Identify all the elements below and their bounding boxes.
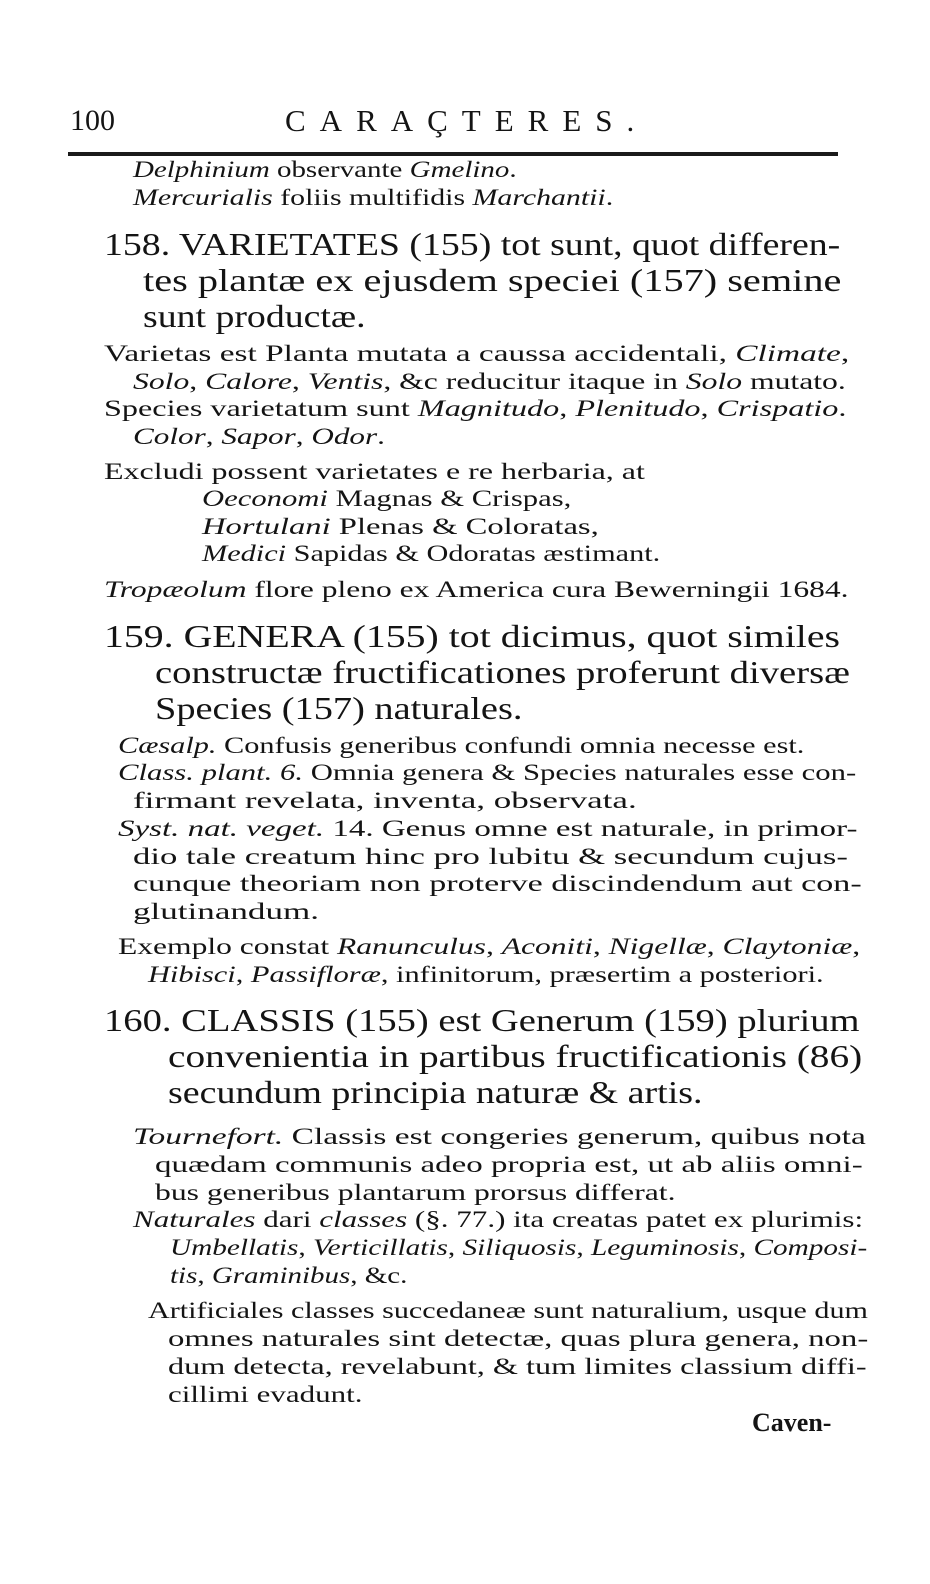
text-line	[133, 186, 613, 209]
text-run: Omnia genera & Species naturales esse con-	[303, 760, 857, 785]
text-run: ,	[485, 934, 502, 959]
italic-run: Crispatio	[716, 396, 839, 421]
italic-run: Ventis	[307, 369, 384, 394]
text-line	[155, 656, 850, 688]
text-run: constructæ fructificationes proferunt diversæ	[155, 654, 850, 690]
text-run: ,	[235, 962, 251, 987]
text-run: secundum principia naturæ & artis.	[168, 1074, 703, 1110]
text-run: convenientia in partibus fructificationis (86)	[168, 1038, 863, 1074]
text-run: dio tale creatum hinc pro lubitu & secundum cujus-	[133, 844, 848, 869]
text-line	[133, 370, 846, 393]
italic-run: Sapor	[221, 424, 296, 449]
italic-run: Ranunculus	[337, 934, 486, 959]
italic-run: Leguminosis	[590, 1235, 739, 1260]
text-run: ,	[189, 369, 206, 394]
italic-run: Calore	[205, 369, 292, 394]
italic-run: Mercurialis	[133, 185, 273, 210]
italic-run: Medici	[202, 541, 287, 566]
text-run: , &c.	[350, 1263, 408, 1288]
text-run: .	[605, 185, 614, 210]
text-run: ,	[700, 396, 717, 421]
text-run: Magnas & Crispas,	[327, 486, 572, 511]
text-run: firmant revelata, inventa, observata.	[133, 788, 637, 813]
text-run: observante	[269, 157, 410, 182]
text-line	[168, 1076, 703, 1108]
italic-run: Marchantii	[472, 185, 606, 210]
italic-run: Tropæolum	[104, 577, 247, 602]
text-line	[133, 872, 862, 895]
italic-run: Solo	[133, 369, 190, 394]
text-line	[148, 1299, 868, 1322]
italic-run: Color	[133, 424, 206, 449]
italic-run: Passifloræ	[250, 962, 381, 987]
italic-run: Odor	[311, 424, 378, 449]
text-line	[104, 460, 645, 483]
italic-run: Oeconomi	[202, 486, 328, 511]
italic-run: Cæsalp.	[118, 733, 217, 758]
text-run: .	[377, 424, 385, 449]
text-line	[133, 425, 385, 448]
text-run: glutinandum.	[133, 899, 320, 924]
italic-run: Gmelino	[409, 157, 510, 182]
text-run: bus generibus plantarum prorsus differat.	[155, 1180, 676, 1205]
text-run: ,	[298, 1235, 314, 1260]
text-run: , &c reducitur itaque in	[383, 369, 686, 394]
text-line	[133, 845, 848, 868]
text-run: ,	[559, 396, 576, 421]
text-run: ,	[291, 369, 308, 394]
italic-run: Solo	[685, 369, 743, 394]
italic-run: Hibisci	[148, 962, 236, 987]
text-run: ,	[852, 934, 861, 959]
text-run: tes plantæ ex ejusdem speciei (157) semine	[143, 262, 842, 298]
text-run: (§. 77.) ita creatas patet ex plurimis:	[407, 1207, 864, 1232]
text-run: , infinitorum, præsertim a posteriori.	[380, 962, 824, 987]
text-run: ,	[592, 934, 609, 959]
text-run: ,	[447, 1235, 463, 1260]
text-run: foliis multifidis	[272, 185, 473, 210]
text-run: dari	[255, 1207, 320, 1232]
text-line	[118, 935, 860, 958]
italic-run: tis	[170, 1263, 198, 1288]
italic-run: Aconiti	[501, 934, 593, 959]
italic-run: Graminibus	[211, 1263, 351, 1288]
italic-run: Composi-	[753, 1235, 868, 1260]
text-run: Exemplo constat	[118, 934, 338, 959]
text-run: ,	[197, 1263, 212, 1288]
text-line	[168, 1327, 868, 1350]
text-run: Sapidas & Odoratas æstimant.	[286, 541, 661, 566]
italic-run: Syst. nat. veget.	[118, 816, 325, 841]
text-line	[202, 515, 599, 538]
text-run: cillimi evadunt.	[168, 1382, 363, 1407]
text-line	[133, 1125, 866, 1148]
text-line	[143, 264, 841, 296]
text-run: Artificiales classes succedaneæ sunt naturalium, usque dum	[148, 1298, 868, 1323]
text-run: omnes naturales sint detectæ, quas plura genera, non-	[168, 1326, 869, 1351]
italic-run: Hortulani	[202, 514, 331, 539]
text-line	[104, 228, 840, 260]
italic-run: Naturales	[133, 1207, 256, 1232]
text-run: 160. CLASSIS (155) est Generum (159) plurium	[104, 1002, 860, 1038]
text-run: Plenas & Coloratas,	[330, 514, 599, 539]
text-run: dum detecta, revelabunt, & tum limites classium diffi-	[168, 1354, 867, 1379]
text-line	[104, 1004, 860, 1036]
italic-run: Umbellatis	[170, 1235, 299, 1260]
text-line	[133, 900, 319, 923]
text-line	[118, 761, 856, 784]
text-run: 159. GENERA (155) tot dicimus, quot similes	[104, 618, 840, 654]
text-run: .	[838, 396, 847, 421]
text-line	[133, 789, 637, 812]
italic-run: classes	[319, 1207, 408, 1232]
text-run: sunt productæ.	[143, 298, 366, 334]
text-line	[155, 1181, 675, 1204]
text-run: Confusis generibus confundi omnia necesse est.	[216, 733, 805, 758]
text-run: ,	[295, 424, 312, 449]
text-line	[202, 542, 660, 565]
text-line	[170, 1264, 407, 1287]
italic-run: Tournefort.	[133, 1124, 284, 1149]
text-line	[133, 1208, 863, 1231]
italic-run: Class. plant. 6.	[118, 760, 304, 785]
text-run: ,	[205, 424, 222, 449]
text-line	[155, 1153, 863, 1176]
text-line	[202, 487, 571, 510]
text-run: Classis est congeries generum, quibus nota	[283, 1124, 866, 1149]
header-rule	[68, 152, 838, 156]
text-line	[118, 817, 857, 840]
text-run: flore pleno ex America cura Bewerningii 1684.	[246, 577, 849, 602]
text-line	[168, 1383, 362, 1406]
text-run: Varietas est Planta mutata a caussa accidentali,	[104, 341, 736, 366]
text-run: ,	[706, 934, 723, 959]
italic-run: Climate	[735, 341, 841, 366]
italic-run: Plenitudo	[575, 396, 701, 421]
text-line	[148, 963, 824, 986]
text-line	[104, 342, 849, 365]
italic-run: Claytoniæ	[722, 934, 853, 959]
text-run: ,	[738, 1235, 754, 1260]
text-run: 14. Genus omne est naturale, in primor-	[324, 816, 858, 841]
text-line	[168, 1355, 867, 1378]
text-run: mutato.	[742, 369, 846, 394]
text-line	[104, 578, 849, 601]
text-run: Excludi possent varietates e re herbaria, at	[104, 459, 645, 484]
page-number: 100	[70, 104, 115, 137]
text-line	[143, 300, 366, 332]
text-line	[168, 1040, 862, 1072]
text-run: Species (157) naturales.	[155, 690, 523, 726]
text-run: quædam communis adeo propria est, ut ab aliis omni-	[155, 1152, 863, 1177]
italic-run: Nigellæ	[608, 934, 707, 959]
italic-run: Magnitudo	[417, 396, 560, 421]
text-run: ,	[840, 341, 850, 366]
running-title: CARAÇTERES.	[285, 103, 649, 138]
italic-run: Delphinium	[133, 157, 270, 182]
text-line	[118, 734, 804, 757]
text-line	[104, 397, 846, 420]
text-line	[170, 1236, 867, 1259]
text-line	[104, 620, 840, 652]
text-run: ,	[576, 1235, 591, 1260]
text-run: .	[509, 157, 517, 182]
text-run: 158. VARIETATES (155) tot sunt, quot differen-	[104, 226, 841, 262]
text-line	[155, 692, 522, 724]
text-line	[133, 158, 517, 181]
text-run: Species varietatum sunt	[104, 396, 418, 421]
catchword: Caven-	[752, 1408, 832, 1437]
italic-run: Verticillatis	[313, 1235, 448, 1260]
italic-run: Siliquosis	[462, 1235, 577, 1260]
text-run: cunque theoriam non proterve discindendum aut con-	[133, 871, 862, 896]
